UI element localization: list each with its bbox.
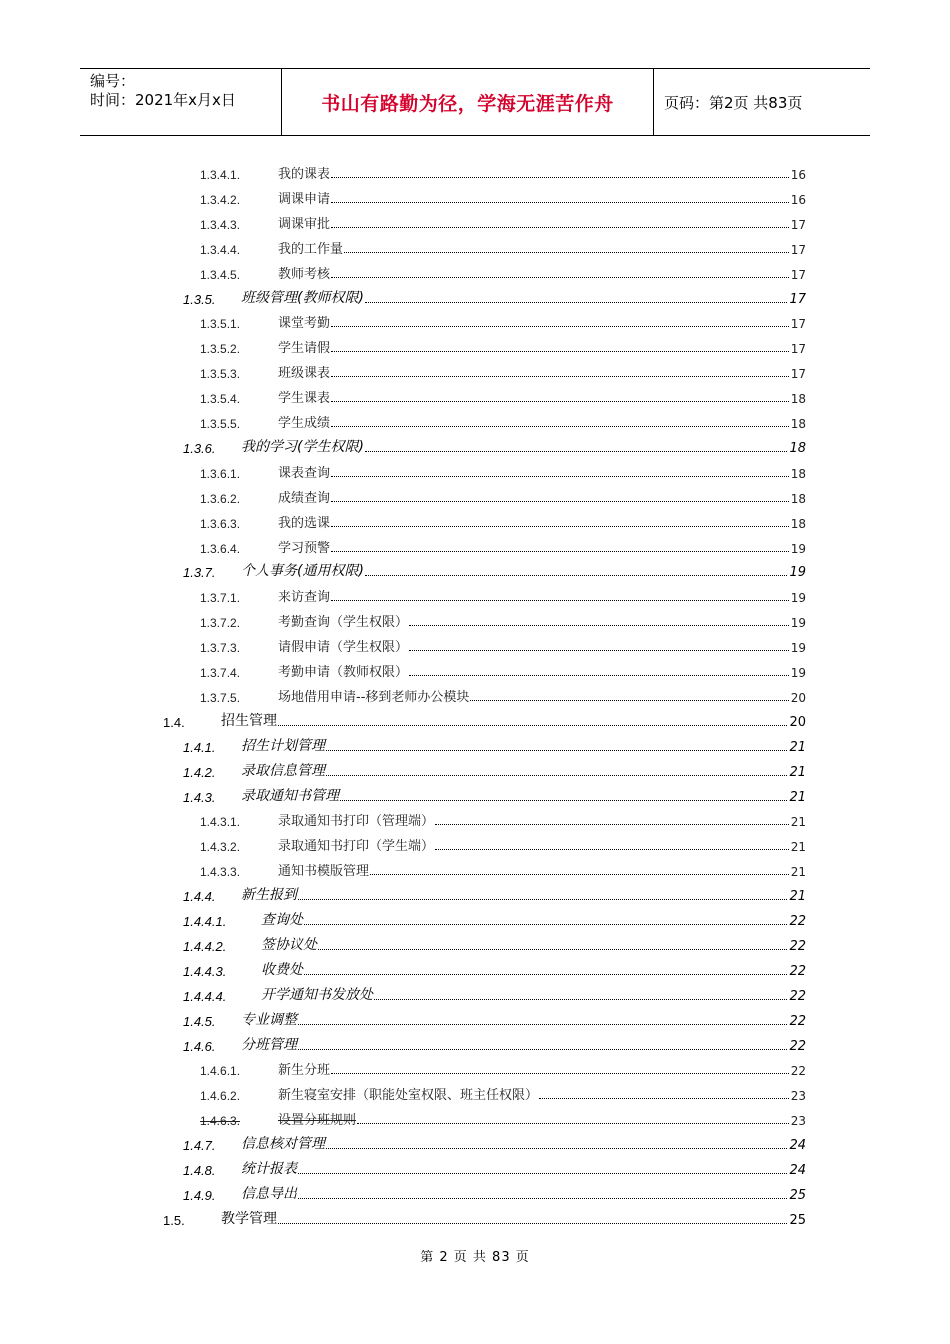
toc-entry-number: 1.4.4.4. [183,988,227,1004]
toc-entry-page: 21 [789,764,806,780]
toc-leader-dots [539,1098,789,1099]
toc-entry-page: 19 [789,565,806,581]
toc-entry[interactable] [183,432,806,456]
toc-entry-title: 通知书模版管理 [278,864,370,880]
toc-entry[interactable] [183,930,806,954]
header-page-info: 页码：第2页 共83页 [664,93,803,112]
toc-entry-number: 1.4.6.1. [200,1064,241,1079]
header-number-label: 编号： [90,72,136,90]
toc-entry-number: 1.3.7.1. [200,591,241,606]
toc-entry[interactable] [183,905,806,929]
toc-leader-dots [435,849,789,850]
toc-entry[interactable] [200,357,806,381]
toc-entry-number: 1.3.5.1. [200,317,241,332]
toc-leader-dots [304,924,787,925]
toc-entry[interactable] [183,1129,806,1153]
toc-entry[interactable] [163,1204,806,1228]
toc-entry-title: 专业调整 [241,1011,297,1028]
toc-entry-title: 签协议处 [261,936,317,953]
toc-entry-page: 19 [790,616,806,631]
toc-entry-page: 17 [789,291,806,307]
toc-entry-page: 25 [789,1187,806,1203]
toc-entry-number: 1.3.4.5. [200,267,241,282]
toc-entry[interactable] [200,482,806,506]
toc-leader-dots [326,1148,787,1149]
toc-leader-dots [331,1073,789,1074]
toc-entry-page: 21 [790,840,806,855]
toc-entry[interactable] [183,1030,806,1054]
toc-entry-page: 17 [790,242,806,257]
toc-leader-dots [298,899,787,900]
toc-entry-page: 16 [790,192,806,207]
toc-entry-number: 1.4.6. [183,1038,216,1054]
toc-entry[interactable] [200,208,806,232]
toc-entry-page: 22 [789,988,806,1004]
toc-entry[interactable] [200,183,806,207]
toc-entry-title: 请假申请（学生权限） [278,640,409,656]
toc-entry-title: 我的课表 [278,167,331,182]
toc-entry[interactable] [200,805,806,829]
toc-entry-title: 设置分班规则 [278,1113,357,1129]
toc-entry[interactable] [200,1079,806,1103]
toc-leader-dots [365,451,788,452]
toc-entry[interactable] [200,407,806,431]
toc-entry[interactable] [183,1005,806,1029]
toc-entry-title: 学生成绩 [278,416,331,431]
toc-entry[interactable] [200,457,806,481]
toc-entry-page: 18 [790,466,806,481]
toc-leader-dots [470,700,788,701]
toc-entry-number: 1.3.7.5. [200,690,241,705]
page-header [80,68,870,136]
toc-entry-title: 统计报表 [241,1161,297,1177]
toc-entry-number: 1.4.4.2. [183,938,227,954]
toc-entry-title: 信息核对管理 [241,1136,325,1153]
toc-entry-title: 班级管理(教师权限) [241,289,364,306]
toc-entry[interactable] [183,880,806,904]
toc-entry[interactable] [183,980,806,1004]
toc-entry-title: 来访查询 [278,590,331,606]
toc-entry-title: 录取通知书打印（学生端） [278,839,435,855]
toc-entry[interactable] [200,233,806,257]
toc-leader-dots [435,824,789,825]
toc-entry-page: 17 [790,267,806,282]
toc-entry-title: 考勤申请（教师权限） [278,665,409,680]
toc-entry[interactable] [200,830,806,854]
toc-entry[interactable] [200,581,806,605]
toc-leader-dots [331,600,789,601]
toc-leader-dots [331,526,789,527]
toc-entry-number: 1.4.3. [183,789,216,805]
toc-leader-dots [331,551,789,552]
toc-entry[interactable] [200,332,806,356]
toc-entry-number: 1.3.5. [183,291,216,307]
toc-entry-number: 1.3.6.2. [200,491,241,506]
toc-entry-page: 18 [790,516,806,531]
toc-entry-number: 1.3.5.4. [200,392,241,407]
toc-entry-page: 16 [790,168,806,182]
toc-entry-number: 1.4.2. [183,764,216,780]
toc-entry-page: 21 [789,889,806,905]
toc-entry[interactable] [183,955,806,979]
toc-entry-title: 课表查询 [278,465,331,481]
toc-entry[interactable] [183,283,806,307]
toc-entry-number: 1.4.4.3. [183,963,227,979]
toc-entry[interactable] [183,731,806,755]
toc-entry-page: 24 [789,1163,806,1178]
toc-entry-number: 1.4.5. [183,1013,216,1029]
toc-entry[interactable] [183,781,806,805]
header-time-label: 时间：2021年x月x日 [90,91,236,109]
toc-entry-title: 班级课表 [278,366,331,382]
toc-entry-number: 1.3.5.2. [200,342,241,357]
toc-entry-page: 18 [789,440,806,456]
toc-entry[interactable] [200,532,806,556]
toc-entry-number: 1.4.3.3. [200,865,241,880]
toc-entry-number: 1.3.5.5. [200,417,241,431]
toc-entry[interactable] [183,756,806,780]
toc-entry-number: 1.4. [163,714,185,730]
toc-leader-dots [365,302,788,303]
toc-leader-dots [318,949,787,950]
toc-entry-title: 录取通知书打印（管理端） [278,814,435,830]
toc-entry-page: 17 [790,317,806,332]
toc-entry[interactable] [200,1054,806,1078]
toc-entry[interactable] [183,1179,806,1203]
toc-entry-title: 调课审批 [278,216,331,232]
toc-entry[interactable] [200,656,806,680]
toc-entry-title: 考勤查询（学生权限） [278,615,409,631]
toc-leader-dots [409,650,789,651]
toc-entry-page: 17 [790,367,806,382]
toc-leader-dots [365,575,788,576]
toc-entry[interactable] [200,1104,806,1128]
toc-entry[interactable] [200,606,806,630]
toc-entry-title: 调课申请 [278,191,331,207]
toc-entry-title: 招生计划管理 [241,737,325,754]
toc-leader-dots [331,177,789,178]
toc-entry-page: 23 [790,1089,806,1104]
toc-leader-dots [304,974,787,975]
toc-leader-dots [331,227,789,228]
toc-leader-dots [340,800,787,801]
toc-entry-page: 22 [789,938,806,954]
toc-entry-title: 课堂考勤 [278,316,331,332]
toc-entry-title: 学生课表 [278,391,331,407]
toc-entry-number: 1.3.5.3. [200,367,241,382]
header-motto: 书山有路勤为径，学海无涯苦作舟 [282,69,654,135]
toc-entry[interactable] [200,631,806,655]
toc-entry-page: 21 [789,739,806,755]
toc-leader-dots [331,501,789,502]
toc-entry[interactable] [200,158,806,182]
toc-leader-dots [344,252,789,253]
toc-entry-page: 17 [790,217,806,232]
toc-entry-title: 学习预警 [278,540,331,556]
toc-leader-dots [331,277,789,278]
toc-entry[interactable] [200,855,806,879]
toc-entry-number: 1.4.4.1. [183,914,227,929]
page-footer: 第 2 页 共 83 页 [420,1250,530,1265]
toc-entry-number: 1.4.7. [183,1138,216,1154]
toc-entry-page: 20 [789,714,806,730]
toc-entry-page: 25 [789,1212,806,1228]
toc-entry-title: 个人事务(通用权限) [241,563,364,580]
toc-entry-title: 新生分班 [278,1063,331,1079]
toc-entry-title: 新生寝室安排（职能处室权限、班主任权限） [278,1088,539,1104]
toc-entry-number: 1.4.1. [183,739,216,755]
toc-entry-page: 24 [789,1138,806,1154]
toc-leader-dots [278,1223,787,1224]
toc-entry-title: 我的学习(学生权限) [241,438,364,455]
toc-leader-dots [326,775,787,776]
toc-entry-number: 1.4.3.2. [200,840,241,855]
toc-entry-page: 17 [790,342,806,357]
toc-entry-page: 22 [789,914,806,929]
toc-entry-page: 22 [790,1064,806,1079]
toc-entry[interactable] [200,507,806,531]
toc-entry-title: 开学通知书发放处 [261,986,373,1003]
toc-entry-number: 1.3.7.2. [200,616,241,631]
toc-entry-title: 我的工作量 [278,241,344,257]
toc-entry-page: 19 [790,666,806,680]
toc-entry-title: 收费处 [261,961,303,978]
toc-leader-dots [331,401,789,402]
toc-entry-title: 学生请假 [278,341,331,357]
toc-entry-title: 教师考核 [278,266,331,282]
toc-entry[interactable] [183,556,806,580]
toc-leader-dots [374,999,787,1000]
toc-entry-title: 招生管理 [221,712,277,729]
toc-leader-dots [298,1049,787,1050]
toc-entry-title: 信息导出 [241,1185,297,1202]
toc-entry-number: 1.3.7.3. [200,641,241,656]
toc-entry-title: 新生报到 [241,887,297,904]
toc-entry-page: 18 [790,392,806,407]
toc-entry-number: 1.5. [163,1212,185,1228]
toc-entry[interactable] [200,382,806,406]
toc-entry-page: 19 [790,541,806,556]
toc-entry-number: 1.3.4.1. [200,168,241,182]
toc-entry-number: 1.3.6.3. [200,516,241,531]
toc-entry-number: 1.3.4.4. [200,242,241,257]
toc-entry-title: 录取信息管理 [241,762,325,779]
toc-entry-page: 21 [790,865,806,880]
toc-entry-number: 1.3.7. [183,565,216,581]
toc-leader-dots [331,426,789,427]
toc-entry-title: 教学管理 [221,1210,277,1227]
toc-entry-number: 1.4.4. [183,889,216,905]
toc-entry-number: 1.4.9. [183,1187,216,1203]
toc-entry-page: 21 [789,789,806,805]
toc-entry-title: 成绩查询 [278,490,331,506]
toc-entry[interactable] [200,258,806,282]
toc-entry-number: 1.3.4.3. [200,217,241,232]
toc-leader-dots [278,725,787,726]
toc-entry-number: 1.3.6.1. [200,466,241,481]
toc-leader-dots [331,202,789,203]
toc-leader-dots [409,625,789,626]
toc-leader-dots [370,874,789,875]
toc-leader-dots [331,476,789,477]
toc-leader-dots [357,1123,789,1124]
toc-leader-dots [298,1198,787,1199]
header-left-cell [80,69,282,135]
toc-leader-dots [298,1173,787,1174]
toc-entry-number: 1.4.6.3. [200,1114,241,1129]
toc-entry-page: 19 [790,641,806,656]
toc-entry-page: 22 [789,1013,806,1029]
toc-entry-page: 22 [789,963,806,979]
toc-leader-dots [298,1024,787,1025]
toc-entry-title: 分班管理 [241,1036,297,1053]
toc-entry-number: 1.4.3.1. [200,815,241,830]
toc-entry-number: 1.3.6.4. [200,541,241,556]
toc-leader-dots [331,326,789,327]
toc-entry-page: 22 [789,1038,806,1054]
toc-entry-title: 录取通知书管理 [241,787,339,804]
toc-entry-page: 19 [790,591,806,606]
toc-entry-title: 我的选课 [278,515,331,531]
toc-entry[interactable] [163,706,806,730]
toc-entry-number: 1.3.6. [183,440,216,456]
toc-leader-dots [326,750,787,751]
toc-entry-title: 场地借用申请--移到老师办公模块 [278,689,470,705]
toc-entry-page: 18 [790,417,806,431]
toc-entry-number: 1.3.7.4. [200,666,241,680]
toc-entry-page: 18 [790,491,806,506]
toc-entry-number: 1.3.4.2. [200,192,241,207]
toc-entry[interactable] [200,307,806,331]
toc-entry-title: 查询处 [261,912,303,928]
toc-entry-number: 1.4.6.2. [200,1089,241,1104]
toc-leader-dots [409,675,789,676]
toc-leader-dots [331,376,789,377]
toc-entry-page: 21 [790,815,806,830]
toc-entry[interactable] [183,1154,806,1178]
toc-entry[interactable] [200,681,806,705]
toc-leader-dots [331,351,789,352]
toc-entry-page: 23 [790,1114,806,1129]
toc-entry-page: 20 [790,690,806,705]
toc-entry-number: 1.4.8. [183,1163,216,1178]
